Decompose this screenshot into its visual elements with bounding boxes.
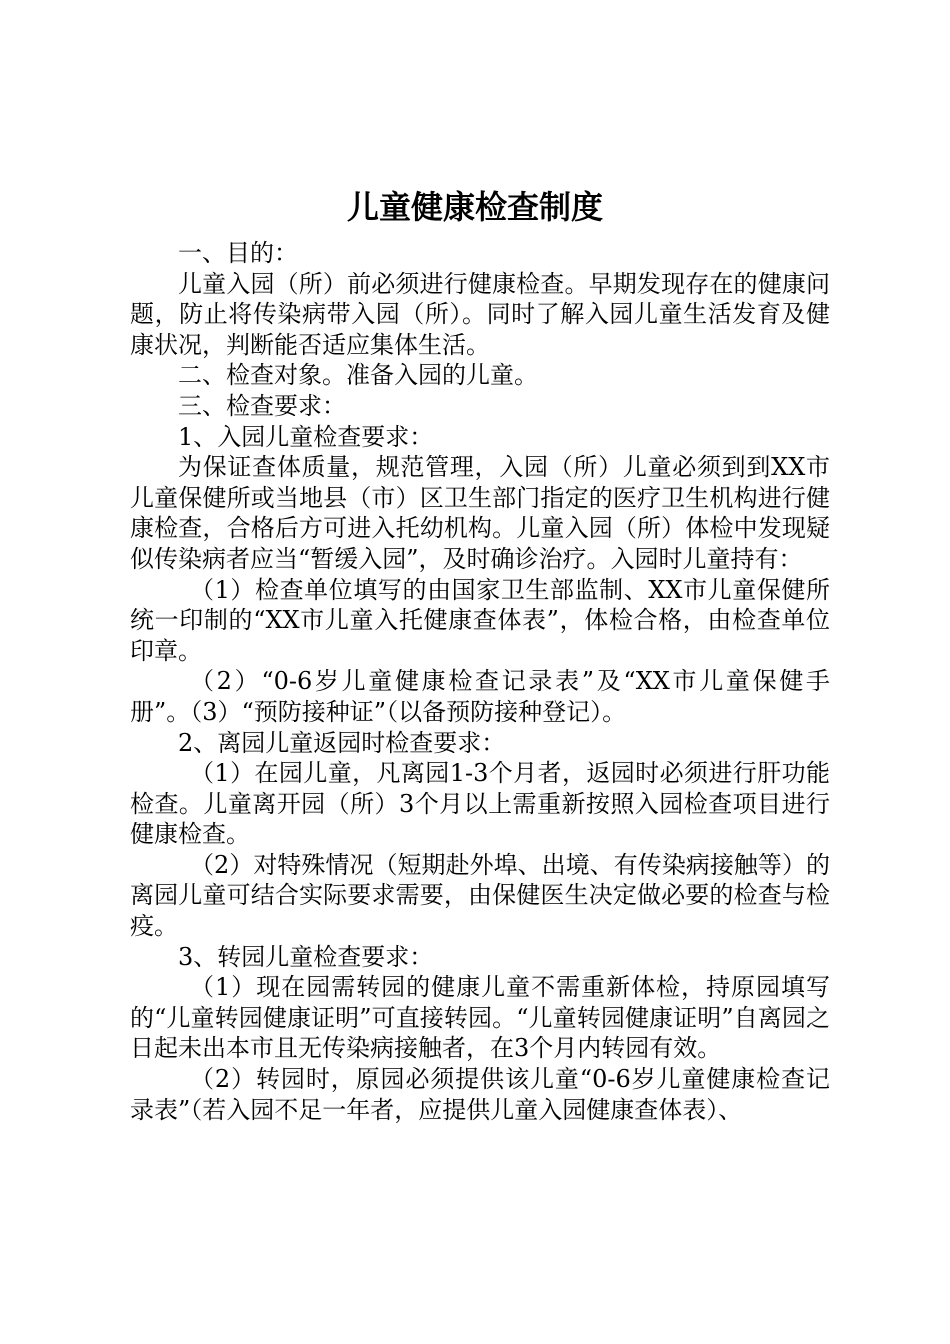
paragraph-admission: 为保证查体质量，规范管理，入园（所）儿童必须到到XX市儿童保健所或当地县（市）区卫生部门指定的医疗卫生机构进行健康检查，合格后方可进入托幼机构。儿童入园（所）体检中发现疑似传染病者应当“暂缓入园”，及时确诊治疗。入园时儿童持有： bbox=[130, 453, 830, 573]
list-item-return-1: （1）在园儿童，凡离园1-3个月者，返园时必须进行肝功能检查。儿童离开园（所）3个月以上需重新按照入园检查项目进行健康检查。 bbox=[130, 759, 830, 849]
document-body bbox=[130, 238, 830, 1125]
subsection-heading-return: 2、离园儿童返园时检查要求： bbox=[178, 728, 506, 757]
list-item-admission-2-3: （2）“0-6岁儿童健康检查记录表”及“XX市儿童保健手册”。（3）“预防接种证”（以备预防接种登记）。 bbox=[130, 667, 830, 726]
list-item-transfer-1: （1）现在园需转园的健康儿童不需重新体检，持原园填写的“儿童转园健康证明”可直接转园。“儿童转园健康证明”自离园之日起未出本市且无传染病接触者，在3个月内转园有效。 bbox=[130, 973, 830, 1063]
subsection-heading-transfer: 3、转园儿童检查要求： bbox=[178, 942, 434, 971]
section-heading-purpose: 一、目的： bbox=[178, 239, 298, 267]
section-heading-target: 二、检查对象。准备入园的儿童。 bbox=[178, 361, 538, 390]
list-item-admission-1: （1）检查单位填写的由国家卫生部监制、XX市儿童保健所统一印制的“XX市儿童入托健康查体表”，体检合格，由检查单位印章。 bbox=[130, 575, 830, 665]
section-heading-requirements: 三、检查要求： bbox=[178, 391, 346, 420]
paragraph-purpose: 儿童入园（所）前必须进行健康检查。早期发现存在的健康问题，防止将传染病带入园（所）。同时了解入园儿童生活发育及健康状况，判断能否适应集体生活。 bbox=[130, 269, 830, 359]
list-item-return-2: （2）对特殊情况（短期赴外埠、出境、有传染病接触等）的离园儿童可结合实际要求需要，由保健医生决定做必要的检查与检疫。 bbox=[130, 850, 830, 941]
list-item-transfer-2: （2）转园时，原园必须提供该儿童“0-6岁儿童健康检查记录表”（若入园不足一年者，应提供儿童入园健康查体表）、 bbox=[130, 1065, 830, 1124]
document-title: 儿童健康检查制度 bbox=[346, 188, 603, 226]
subsection-heading-admission: 1、入园儿童检查要求： bbox=[178, 422, 434, 451]
